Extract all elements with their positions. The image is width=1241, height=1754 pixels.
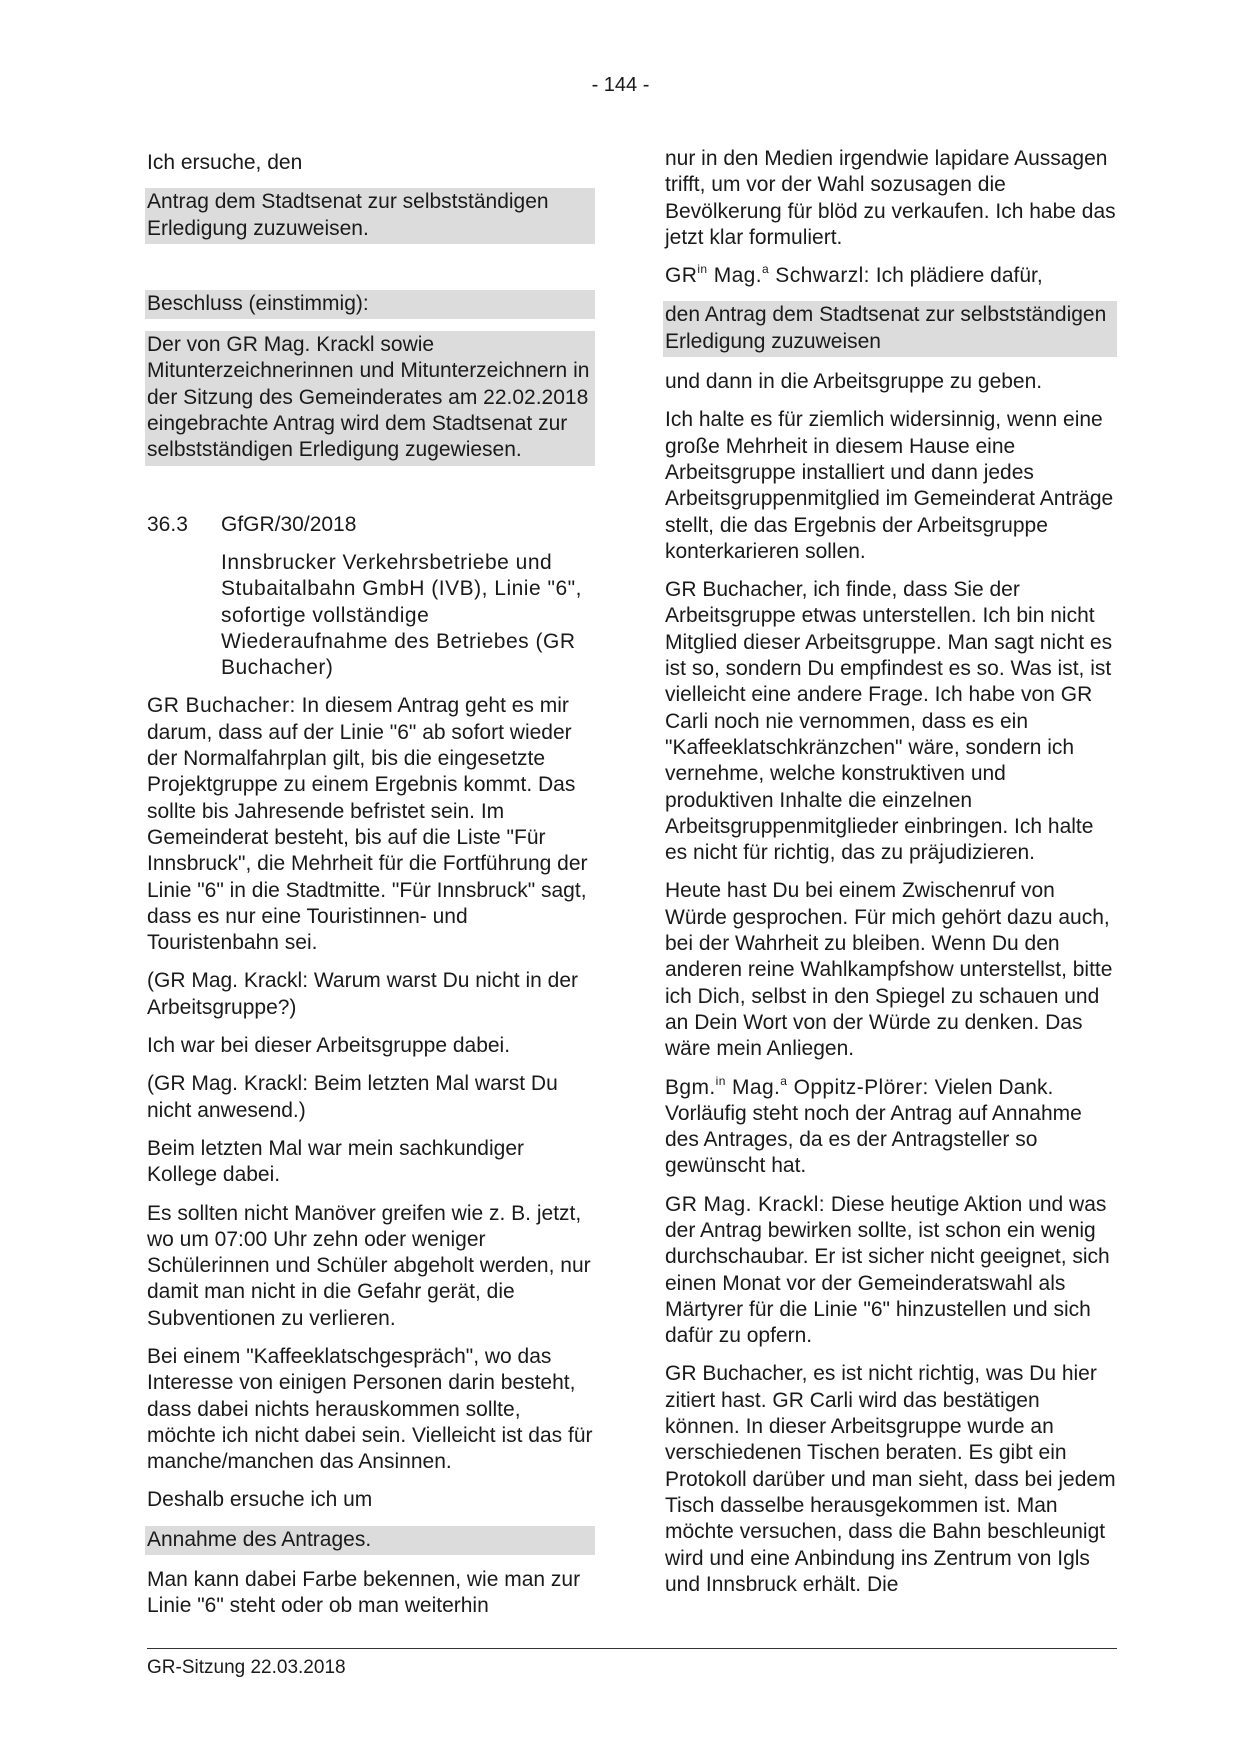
- footer-text: GR-Sitzung 22.03.2018: [147, 1657, 346, 1678]
- speech-text: Diese heutige Aktion und was der Antrag bewirken sollte, ist schon ein wenig durchschaubar. Er ist sicher nicht geeignet, sich einen Monat vor der Gemeinderatswahl als Märtyrer für die Linie "6" hinzustellen und sich dafür zu opfern.: [665, 1192, 1110, 1348]
- paragraph: Beim letzten Mal war mein sachkundiger Kollege dabei.: [147, 1136, 524, 1187]
- highlighted-motion: den Antrag dem Stadtsenat zur selbstständigen Erledigung zuzuweisen: [663, 301, 1117, 357]
- agenda-item-number: 36.3: [147, 512, 188, 536]
- speaker-name: GR Buchacher:: [147, 694, 296, 718]
- paragraph: Heute hast Du bei einem Zwischenruf von Würde gesprochen. Für mich gehört dazu auch, bei der Wahrheit zu bleiben. Wenn Du den anderen reine Wahlkampfshow unterstellst, bitte ich Dich, selbst in den Spiegel zu schauen und an Dein Wort von der Würde zu denken. Das wäre mein Anliegen.: [665, 879, 1113, 1061]
- paragraph: Ich halte es für ziemlich widersinnig, wenn eine große Mehrheit in diesem Hause eine Arbeitsgruppe installiert und dann jedes Arbeitsgruppenmitglied im Gemeinderat Anträge stellt, die das Ergebnis der Arbeitsgruppe konterkarieren sollen.: [665, 408, 1114, 563]
- right-column: [665, 146, 1117, 1610]
- highlighted-motion: Antrag dem Stadtsenat zur selbstständigen Erledigung zuzuweisen.: [145, 188, 595, 244]
- speech-paragraph: [665, 263, 1117, 289]
- paragraph: und dann in die Arbeitsgruppe zu geben.: [665, 370, 1043, 394]
- speaker-name: Bgm.$^{in}$ Mag.$^a$ Oppitz-Plörer:: [665, 1073, 929, 1099]
- speaker-name: GR Mag. Krackl:: [665, 1192, 826, 1216]
- speech-paragraph: [665, 1192, 1117, 1350]
- speech-text: Vielen Dank. Vorläufig steht noch der Antrag auf Annahme des Antrages, da es der Antragsteller so gewünscht hat.: [665, 1075, 1082, 1178]
- paragraph: Man kann dabei Farbe bekennen, wie man zur Linie "6" steht oder ob man weiterhin: [147, 1568, 581, 1618]
- agenda-item-title: Innsbrucker Verkehrsbetriebe und Stubaitalbahn GmbH (IVB), Linie "6", sofortige vollständige Wiederaufnahme des Betriebes (GR Buchacher): [221, 550, 582, 680]
- speech-text: In diesem Antrag geht es mir darum, dass auf der Linie "6" ab sofort wieder der Normalfahrplan gilt, bis die eingesetzte Projektgruppe zu einem Ergebnis kommt. Das sollte bis Jahresende befristet sein. Im Gemeinderat besteht, bis auf die Liste "Für Innsbruck", die Mehrheit für die Fortführung der Linie "6" in die Stadtmitte. "Für Innsbruck" sagt, dass es nur eine Touristinnen- und Touristenbahn sei.: [147, 694, 588, 955]
- paragraph: Bei einem "Kaffeeklatschgespräch", wo das Interesse von einigen Personen darin besteht, dass dabei nichts herauskommen sollte, möchte ich nicht dabei sein. Vielleicht ist das für manche/manchen das Ansinnen.: [147, 1344, 593, 1474]
- interjection: (GR Mag. Krackl: Warum warst Du nicht in der Arbeitsgruppe?): [147, 969, 578, 1019]
- page-number: - 144 -: [591, 74, 650, 96]
- agenda-item-header: [147, 512, 595, 538]
- speech-paragraph: [665, 1075, 1117, 1180]
- highlighted-motion: Annahme des Antrages.: [145, 1526, 595, 1555]
- paragraph: nur in den Medien irgendwie lapidare Aussagen trifft, um vor der Wahl sozusagen die Bevölkerung für blöd zu verkaufen. Ich habe das jetzt klar formuliert.: [665, 147, 1116, 249]
- paragraph: Deshalb ersuche ich um: [147, 1488, 373, 1512]
- resolution-label: Beschluss (einstimmig):: [145, 290, 595, 319]
- paragraph: Ich war bei dieser Arbeitsgruppe dabei.: [147, 1034, 511, 1058]
- paragraph: Ich ersuche, den: [147, 151, 303, 174]
- paragraph: GR Buchacher, es ist nicht richtig, was Du hier zitiert hast. GR Carli wird das bestätigen können. In dieser Arbeitsgruppe wurde an verschiedenen Tischen beraten. Es gibt ein Protokoll darüber und man sieht, dass bei jedem Tisch dasselbe herausgekommen ist. Man möchte versuchen, dass die Bahn beschleunigt wird und eine Anbindung ins Zentrum von Igls und Innsbruck erhält. Die: [665, 1362, 1116, 1596]
- speaker-name: $GR^{in}$ Mag.$^a$ Schwarzl:: [665, 262, 870, 288]
- interjection: (GR Mag. Krackl: Beim letzten Mal warst Du nicht anwesend.): [147, 1072, 558, 1122]
- speech-text: Ich plädiere dafür,: [869, 264, 1043, 288]
- paragraph: GR Buchacher, ich finde, dass Sie der Arbeitsgruppe etwas unterstellen. Ich bin nicht Mitglied dieser Arbeitsgruppe. Man sagt nicht es ist so, sondern Du empfindest es so. Was ist, ist vielleicht eine andere Frage. Ich habe von GR Carli noch nie vernommen, dass es ein "Kaffeeklatschkränzchen" wäre, sondern ich vernehme, welche konstruktiven und produktiven Inhalte die einzelnen Arbeitsgruppenmitglieder einbringen. Ich halte es nicht für richtig, das zu präjudizieren.: [665, 578, 1113, 865]
- paragraph: Es sollten nicht Manöver greifen wie z. B. jetzt, wo um 07:00 Uhr zehn oder weniger Schülerinnen und Schüler abgeholt werden, nur damit man nicht in die Gefahr gerät, die Subventionen zu verlieren.: [147, 1201, 591, 1330]
- footer-divider: [147, 1648, 1117, 1649]
- speech-paragraph: [147, 693, 595, 956]
- agenda-item-ref: GfGR/30/2018: [221, 512, 357, 536]
- left-column: [147, 150, 595, 1632]
- resolution-text: Der von GR Mag. Krackl sowie Mitunterzeichnerinnen und Mitunterzeichnern in der Sitzung des Gemeinderates am 22.02.2018 eingebrachte Antrag wird dem Stadtsenat zur selbstständigen Erledigung zugewiesen.: [145, 331, 595, 465]
